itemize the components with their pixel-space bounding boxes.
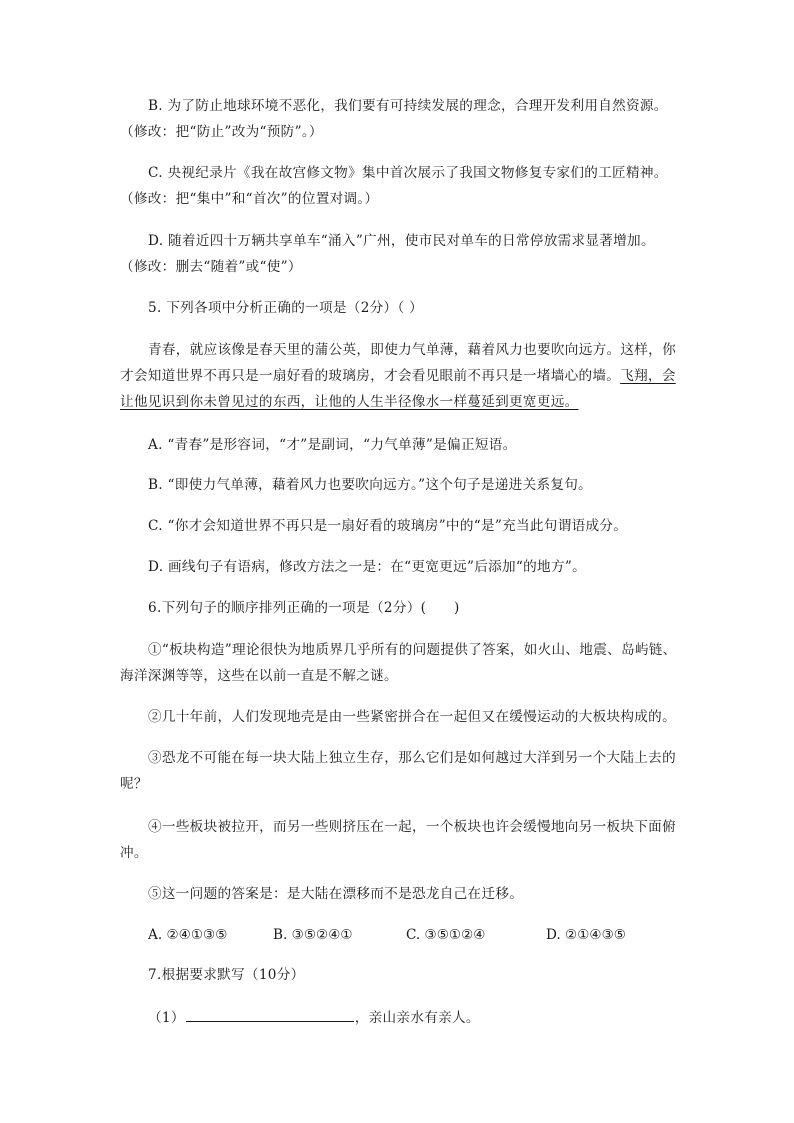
q6-sentence-3-line2: 呢？ <box>120 776 148 792</box>
q7-item-1-text: ，亲山亲水有亲人。 <box>354 1010 480 1026</box>
q4-option-d-revision: （修改：删去“随着”或“使”） <box>120 259 302 275</box>
q5-passage-underlined-line3: 让他见识到你未曾见过的东西，让他的人生半径像水一样蔓延到更宽更远。 <box>120 394 579 410</box>
q6-option-c: C. ③⑤①②④ <box>406 927 486 943</box>
q6-sentence-4-line1: ④一些板块被拉开，而另一些则挤压在一起，一个板块也许会缓慢地向另一板块下面俯 <box>148 819 676 835</box>
q6-stem: 6.下列句子的顺序排列正确的一项是（2分）( ) <box>148 600 460 616</box>
q7-item-1-answer-blank[interactable] <box>186 1007 354 1022</box>
q6-sentence-1-line2: 海洋深渊等等，这些在以前一直是不解之谜。 <box>120 668 398 684</box>
q6-sentence-3-line1: ③恐龙不可能在每一块大陆上独立生存，那么它们是如何越过大洋到另一个大陆上去的 <box>148 750 676 766</box>
q4-option-c-line1: C. 央视纪录片《我在故宫修文物》集中首次展示了我国文物修复专家们的工匠精神。 <box>148 165 668 181</box>
q6-option-b: B. ③⑤②④① <box>273 927 353 943</box>
q5-stem: 5. 下列各项中分析正确的一项是（2分）（ ） <box>148 300 424 316</box>
q5-option-a: A. “青春”是形容词，“才”是副词，“力气单薄”是偏正短语。 <box>148 437 517 453</box>
q5-passage-line2-plain: 才会知道世界不再只是一扇好看的玻璃房，才会看见眼前不再只是一堵墙心的墙。 <box>120 368 621 384</box>
q6-sentence-5: ⑤这一问题的答案是：是大陆在漂移而不是恐龙自己在迁移。 <box>148 886 524 902</box>
q5-option-d: D. 画线句子有语病，修改方法之一是：在“更宽更远”后添加“的地方”。 <box>148 559 586 575</box>
q6-sentence-4-line2: 冲。 <box>120 845 148 861</box>
q5-passage-line2 <box>120 366 676 386</box>
q4-option-b-line1: B. 为了防止地球环境不恶化，我们要有可持续发展的理念，合理开发利用自然资源。 <box>148 98 668 114</box>
q5-option-c: C. “你才会知道世界不再只是一扇好看的玻璃房”中的“是”充当此句谓语成分。 <box>148 518 628 534</box>
q6-option-a: A. ②④①③⑤ <box>148 927 228 943</box>
q6-sentence-2: ②几十年前，人们发现地壳是由一些紧密拼合在一起但又在缓慢运动的大板块构成的。 <box>148 709 676 725</box>
q4-option-c-revision: （修改：把“集中”和“首次”的位置对调。） <box>120 191 379 207</box>
q6-sentence-1-line1: ①“板块构造”理论很快为地质界几乎所有的问题提供了答案，如火山、地震、岛屿链、 <box>148 642 677 658</box>
q7-stem: 7.根据要求默写（10分） <box>148 967 305 983</box>
q5-option-b: B. “即使力气单薄，藉着风力也要吹向远方。”这个句子是递进关系复句。 <box>148 477 593 493</box>
q5-passage-underlined-start: 飞翔，会 <box>620 368 676 384</box>
q4-option-b-revision: （修改：把“防止”改为“预防”。） <box>120 124 323 140</box>
q5-passage-line1: 青春，就应该像是春天里的蒲公英，即使力气单薄，藉着风力也要吹向远方。这样，你 <box>148 342 676 358</box>
q4-option-d-line1: D. 随着近四十万辆共享单车“涌入”广州，使市民对单车的日常停放需求显著增加。 <box>148 233 655 249</box>
q6-option-d: D. ②①④③⑤ <box>546 927 626 943</box>
q7-item-1-number: （1） <box>148 1010 185 1026</box>
q7-item-1 <box>148 1007 480 1028</box>
